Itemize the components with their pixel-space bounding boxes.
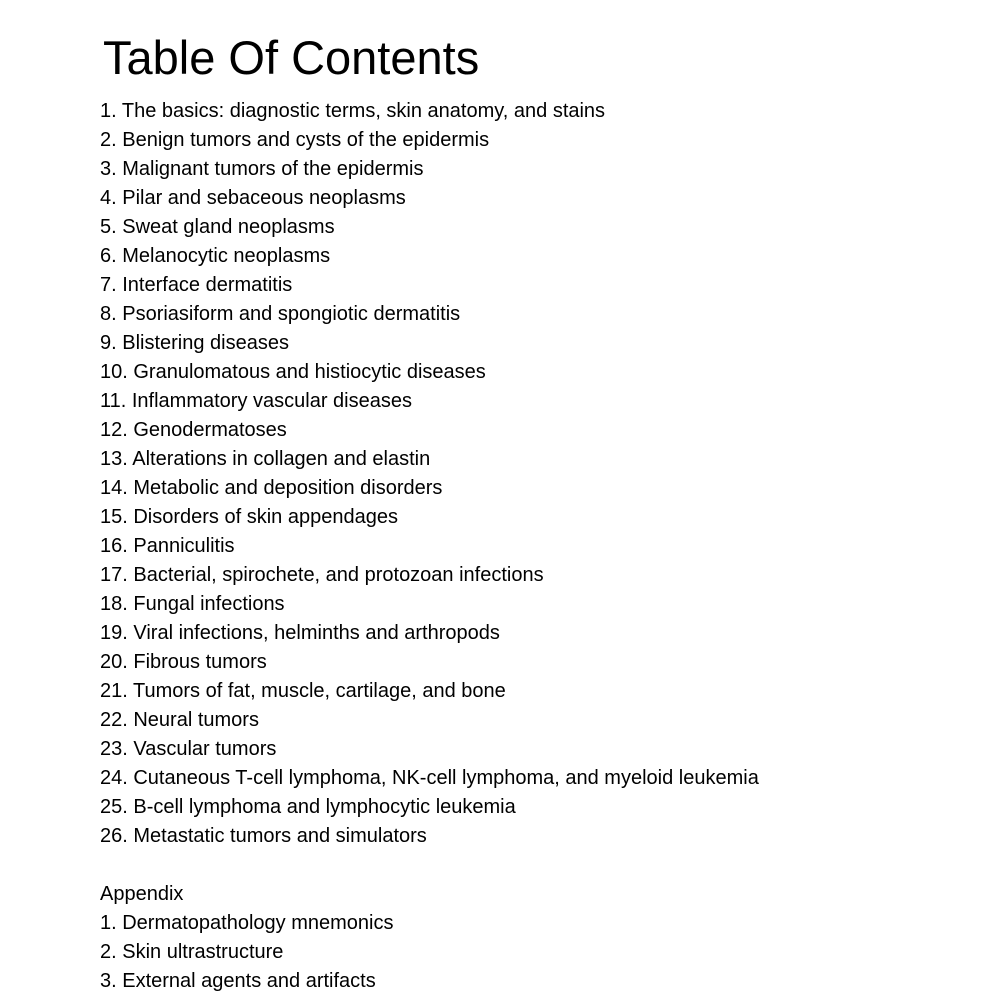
toc-entry: 26. Metastatic tumors and simulators [100,825,427,847]
toc-entry: 12. Genodermatoses [100,419,287,441]
appendix-entry: 2. Skin ultrastructure [100,941,284,963]
toc-entry: 16. Panniculitis [100,535,235,557]
toc-entry: 5. Sweat gland neoplasms [100,216,335,238]
toc-entry: 9. Blistering diseases [100,332,289,354]
toc-entry: 22. Neural tumors [100,709,259,731]
toc-entry: 3. Malignant tumors of the epidermis [100,158,424,180]
toc-entry: 19. Viral infections, helminths and arthropods [100,622,500,644]
toc-entry: 4. Pilar and sebaceous neoplasms [100,187,406,209]
toc-entry: 10. Granulomatous and histiocytic diseases [100,361,486,383]
toc-entry: 15. Disorders of skin appendages [100,506,398,528]
toc-entry: 18. Fungal infections [100,593,285,615]
toc-entry: 1. The basics: diagnostic terms, skin anatomy, and stains [100,100,606,122]
toc-entry: 14. Metabolic and deposition disorders [100,477,443,499]
toc-entry: 8. Psoriasiform and spongiotic dermatitis [100,303,461,325]
appendix-heading: Appendix [100,883,184,905]
appendix-entry: 3. External agents and artifacts [100,970,376,992]
chapter-list [100,97,759,851]
toc-entry: 13. Alterations in collagen and elastin [100,448,431,470]
toc-entry: 21. Tumors of fat, muscle, cartilage, and bone [100,680,506,702]
toc-entry: 23. Vascular tumors [100,738,277,760]
appendix-list [100,909,393,996]
page-title: Table Of Contents [103,31,480,84]
toc-entry: 25. B-cell lymphoma and lymphocytic leukemia [100,796,516,818]
toc-entry: 11. Inflammatory vascular diseases [100,390,412,412]
toc-entry: 6. Melanocytic neoplasms [100,245,331,267]
toc-entry: 17. Bacterial, spirochete, and protozoan infections [100,564,544,586]
toc-entry: 24. Cutaneous T-cell lymphoma, NK-cell lymphoma, and myeloid leukemia [100,767,759,789]
appendix-entry: 1. Dermatopathology mnemonics [100,912,394,934]
toc-entry: 7. Interface dermatitis [100,274,293,296]
toc-entry: 2. Benign tumors and cysts of the epidermis [100,129,490,151]
toc-entry: 20. Fibrous tumors [100,651,267,673]
